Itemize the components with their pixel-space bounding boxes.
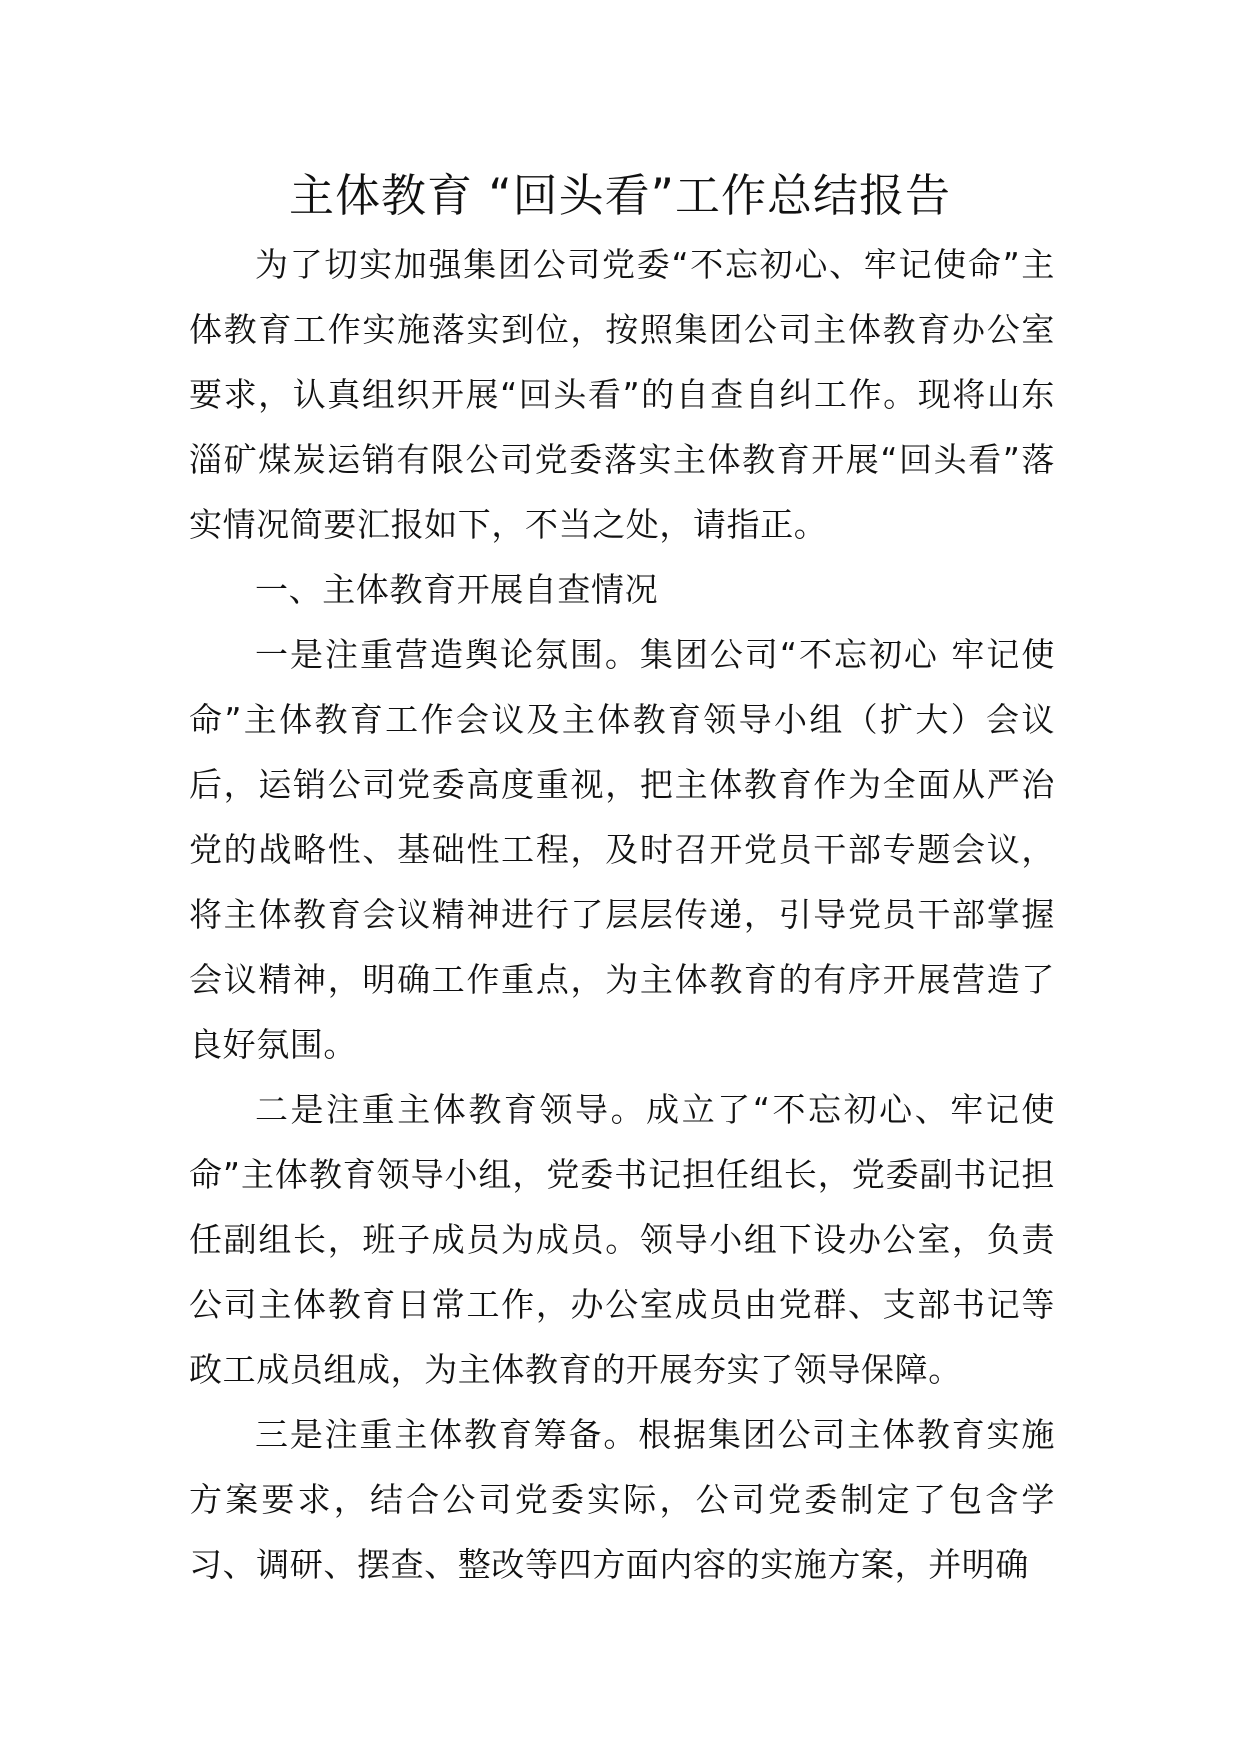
paragraph-point-1: 一是注重营造舆论氛围。集团公司“不忘初心 牢记使命”主体教育工作会议及主体教育领导小组（扩大）会议后，运销公司党委高度重视，把主体教育作为全面从严治党的战略性、基础性工程，及时召开党员干部专题会议，将主体教育会议精神进行了层层传递，引导党员干部掌握会议精神，明确工作重点，为主体教育的有序开展营造了良好氛围。 [189,635,1055,1064]
document-title: 主体教育 “回头看”工作总结报告 [289,169,951,222]
section-heading-1: 一、主体教育开展自查情况 [255,570,659,609]
paragraph-intro: 为了切实加强集团公司党委“不忘初心、牢记使命”主体教育工作实施落实到位，按照集团公司主体教育办公室要求，认真组织开展“回头看”的自查自纠工作。现将山东淄矿煤炭运销有限公司党委落实主体教育开展“回头看”落实情况简要汇报如下，不当之处，请指正。 [189,245,1055,544]
paragraph-point-2: 二是注重主体教育领导。成立了“不忘初心、牢记使命”主体教育领导小组，党委书记担任组长，党委副书记担任副组长，班子成员为成员。领导小组下设办公室，负责公司主体教育日常工作，办公室成员由党群、支部书记等政工成员组成，为主体教育的开展夯实了领导保障。 [189,1090,1055,1389]
paragraph-point-3: 三是注重主体教育筹备。根据集团公司主体教育实施方案要求，结合公司党委实际，公司党委制定了包含学习、调研、摆查、整改等四方面内容的实施方案，并明确 [189,1415,1055,1584]
document-body [189,232,1055,1597]
